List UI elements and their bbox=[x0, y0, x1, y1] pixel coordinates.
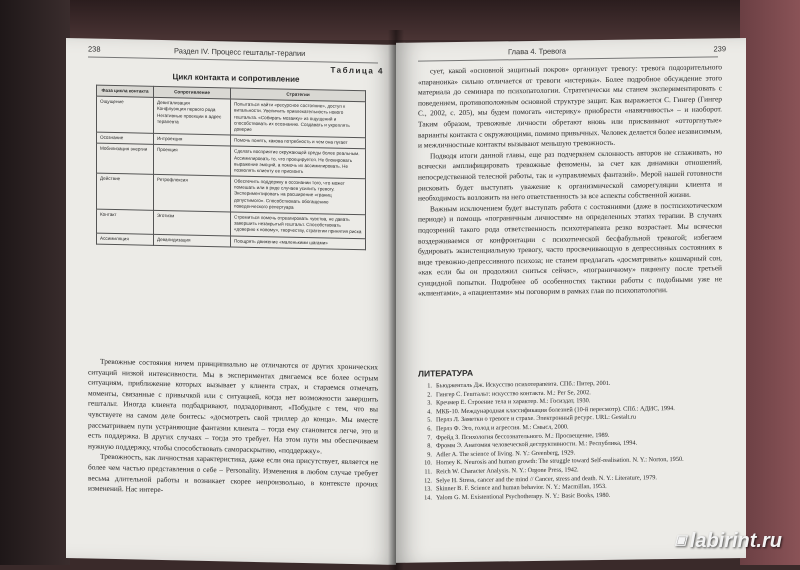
reference-text: Reich W. Character Analysis. N. Y.: Orgone Press, 1942. bbox=[436, 466, 579, 476]
table-cell: Эготизм bbox=[154, 210, 231, 235]
left-page bbox=[66, 38, 396, 565]
table-cell: Интроекция bbox=[154, 133, 231, 146]
reference-text: Перлз Ф. Эго, голод и агрессия. М.: Смысл, 2000. bbox=[436, 423, 569, 433]
table-cell: Ощущение bbox=[97, 96, 154, 133]
reference-text: Кречмер Е. Строение тела и характер. М.: Госиздат, 1930. bbox=[436, 397, 591, 407]
reference-text: Yalom G. M. Existentional Psychotherapy. N. Y.: Basic Books, 1980. bbox=[436, 491, 611, 502]
table-cell: Действие bbox=[97, 173, 154, 210]
paragraph: Важным исключением будет выступать работа с состояниями (даже в постпсихотическом периоде) и помощь «пограничным личностям» на определенных этапах терапии. В случаях подозрений такого рода ответственность психотерапевта резко возрастает. Мы всячески воздерживаемся от конфронтации с психотической бесфабульной тревогой; избегаем будировать экзистенциальную тревогу, часто просвечивающую в депрессивных состояниях в виде тревожно-депрессивного психоза; не станем предлагать «досматривать» кошмарный сон, «как если бы он продолжил сниться сейчас», «пограничному» пациенту после третьей суицидной попытки. Подробнее об особенностях тактики работы с подобными уже не «клиентами», а «пациентами» мы поговорим в рамках глав по психопатологии. bbox=[418, 200, 722, 299]
reference-number: 12. bbox=[424, 476, 432, 485]
reference-text: МКБ-10. Международная классификация болезней (10-й пересмотр). СПб.: АДИС, 1994. bbox=[436, 404, 675, 416]
left-body-text bbox=[88, 356, 378, 500]
header-rule bbox=[418, 56, 718, 61]
reference-number: 13. bbox=[424, 485, 432, 493]
table-header-cell: Фаза цикла контакта bbox=[97, 85, 154, 97]
running-head-left: Раздел IV. Процесс гештальт-терапии bbox=[174, 46, 306, 59]
table-cell: Мобилизация энергии bbox=[97, 143, 154, 174]
reference-text: Horney K. Neurosis and human growth: The struggle toward Self-realisation. N. Y.: Norton, 1950. bbox=[436, 456, 684, 467]
table-cell: Ретрофлексия bbox=[154, 174, 231, 212]
reference-number: 2. bbox=[427, 390, 432, 399]
table-cell: Обеспечить поддержку в осознании того, что может помешать или в ряде случаев усилить тревогу. Экспериментировать на расширение «границ допустимого». Способствовать обогащению поведенческого репертуара bbox=[231, 176, 366, 215]
table-cell: Попытаться найти «ресурсное состояние», доступ к витальности. Увеличить привлекательность нового гештальта. «Собирать мозаику» из ощущений и способствовать их осознанию. Создавать и укреплять доверие bbox=[231, 99, 366, 138]
page-number-right: 239 bbox=[713, 44, 726, 54]
table-cell: Стремиться помочь отреагировать чувства, не давать завершить незакрытый гештальт. Способствовать «доверию к новому», творчеству, стратегии принятия риска bbox=[231, 212, 366, 238]
contact-cycle-table bbox=[96, 85, 366, 250]
reference-number: 6. bbox=[427, 425, 432, 433]
reference-number: 14. bbox=[424, 494, 432, 502]
running-head-right: Глава 4. Тревога bbox=[508, 46, 566, 57]
table-header-cell: Стратегии bbox=[231, 88, 366, 102]
reference-text: Adler A. The science of living. N. Y.: Greenberg, 1929. bbox=[436, 449, 576, 459]
table-cell: Контакт bbox=[97, 209, 154, 234]
table-row bbox=[97, 173, 366, 215]
reference-number: 1. bbox=[427, 382, 432, 390]
paragraph: Тревожные состояния ничем принципиально не отличаются от других хронических ситуаций низкой интенсивности. Мы в экспериментах двигаемся все более острым ситуациям, приближение которых вызывает у клиента страх, и стараемся отмечать моменты, связанные с привычкой или с ситуацией, когда нет возможности завершить гештальт. Иногда клиента подбадривают, подзадоривают, «Побудьте с тем, что вы чувствуете на самом деле боитесь: «досмотреть свой триллер до конца». Мы вместе рассматриваем пути устраняющие фантазии клиента – тогда ему становится легче, это и есть поддержка. В других случаях – тогда это требует. На этом пути мы обеспечиваем нужную поддержку, чтобы способствовать самораскрытию, «поддержку». bbox=[88, 356, 378, 456]
reference-text: Гингер С. Гештальт: искусство контакта. М.: Per Se, 2002. bbox=[436, 388, 591, 398]
paragraph: Тревожность, как личностная характеристика, даже если она присутствует, является не более чем частью представления о себе – Personality. Изменения в любом случае требует весьма длительной работы и возникает скорее непроизвольно, в контексте прочих изменений. Нас интере- bbox=[88, 452, 378, 495]
paragraph: Подводя итоги данной главы, еще раз подчеркнем склонность авторов не сглаживать, но всячески амплифицировать тревожные феномены, за счет как динамики отношений, непосредственной телесной работы, так и «управляемых фантазий». Мерой нашей готовности рисковать будет выступать уважение к организмической саморегуляции клиента и необходимость возложить на него ответственность за все аспекты собственной жизни. bbox=[418, 147, 722, 203]
reference-text: Skinner B. F. Science and human behavior. N. Y.: Macmillan, 1953. bbox=[436, 483, 607, 493]
reference-number: 9. bbox=[427, 451, 432, 459]
reference-number: 11. bbox=[424, 468, 432, 476]
table-cell: Помочь понять, какова потребность и чем она пугает bbox=[231, 135, 366, 149]
background-left bbox=[0, 0, 70, 565]
table-row bbox=[97, 96, 366, 138]
table-header-cell: Сопротивление bbox=[154, 86, 231, 99]
table-label: Таблица 4 bbox=[330, 65, 384, 76]
background-right bbox=[740, 0, 800, 565]
table-title: Цикл контакта и сопротивление bbox=[172, 72, 300, 84]
reference-list bbox=[418, 378, 718, 503]
paragraph: сует, какой «основной защитный покров» организует тревогу: тревога подозрительного «параноика» сильно отличается от тревоги «истерика». Более подробное обсуждение этого материала до семинара по психопатологии. Стратегически мы станем экспериментировать с поведением, противоположным основной структуре защит. Как выражается С. Гингер (Гингер С., 2002, с. 205), мы будем помогать «истерику» приобрести «навязчивость» – и наоборот. Таким образом, тревожные личности обретают вновь или присваивают «отторгнутые» варианты контакта с окружающими, помимо привычных. Человек делается более независимым, и межличностные контакты вызывают меньшую тревожность. bbox=[418, 62, 722, 150]
watermark bbox=[674, 530, 782, 553]
reference-text: Бьюдженталь Дж. Искусство психотерапевта. СПб.: Питер, 2001. bbox=[436, 379, 611, 390]
reference-text: Перлз Л. Заметки о тревоге и страхе. Электронный ресурс. URL: Gestalt.ru bbox=[436, 413, 637, 424]
right-page bbox=[396, 38, 746, 563]
table-cell: Девалидизация bbox=[154, 234, 231, 247]
reference-number: 10. bbox=[424, 459, 432, 467]
literature-heading: ЛИТЕРАТУРА bbox=[418, 367, 474, 379]
table-cell: Ассимиляция bbox=[97, 233, 154, 245]
reference-number: 8. bbox=[427, 442, 432, 450]
table-cell: Девитализация Конфлуэнция первого рода Негативные проекции в адрес терапевта bbox=[154, 98, 231, 136]
table-cell: Осознание bbox=[97, 132, 154, 144]
reference-number: 5. bbox=[427, 416, 432, 424]
table-cell: Поощрять движение «маленькими шагами» bbox=[231, 236, 366, 250]
table-cell: Сделать восприятие окружающей среды более реальным. Ассимилировать то, что проецируется. Не блокировать выражение эмоций, а помочь их ассимилировать. Не позволять клиенту ее присвоить bbox=[231, 146, 366, 179]
watermark-text: labirint.ru bbox=[689, 530, 782, 552]
reference-number: 7. bbox=[427, 433, 432, 442]
book-logo-icon: ▣ bbox=[674, 532, 687, 547]
page-number-left: 238 bbox=[88, 44, 101, 54]
reference-text: Selye H. Stress, cancer and the mind // Cancer, stress and death. N. Y.: Literature, 1979. bbox=[436, 473, 657, 484]
reference-number: 3. bbox=[427, 399, 432, 407]
header-rule bbox=[88, 56, 378, 63]
right-body-text bbox=[418, 62, 722, 299]
reference-number: 4. bbox=[427, 408, 432, 416]
reference-text: Фрейд З. Психология бессознательного. М.: Просвещение, 1989. bbox=[436, 431, 610, 441]
reference-text: Фромм Э. Анатомия человеческой деструктивности. М.: Республика, 1994. bbox=[436, 439, 638, 450]
table-cell: Проекция bbox=[154, 145, 231, 176]
